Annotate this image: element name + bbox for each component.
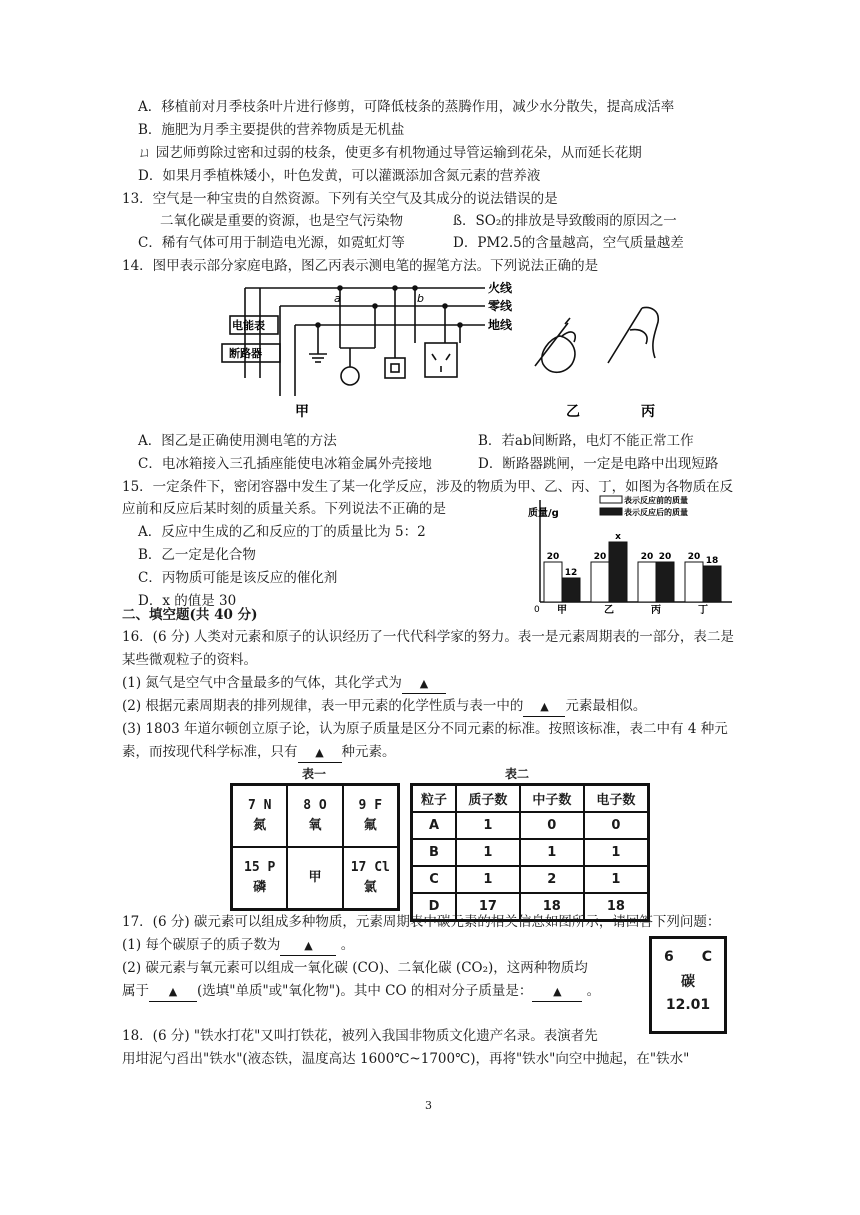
ground-wire-label: 地线 [488,318,513,332]
q16-blank-3[interactable]: ▲ [298,743,342,763]
q15-option-d: D．x 的值是 30 [138,593,237,609]
legend-before: 表示反应前的质量 [624,496,688,505]
x-tick-label-2: 丙 [651,605,661,616]
element-symbol: C [701,949,712,965]
q15-stem-2: 应前和反应后某时刻的质量关系。下列说法不正确的是 [122,501,446,517]
q17-blank-3[interactable]: ▲ [532,982,582,1002]
q17-blank-1[interactable]: ▲ [280,936,336,956]
breaker-label: 断路器 [229,347,262,360]
atomic-mass: 12.01 [665,997,711,1013]
q14-option-b: B．若ab间断路，电灯不能正常工作 [478,433,694,449]
q14-option-c: C．电冰箱接入三孔插座能使电冰箱金属外壳接地 [138,456,432,472]
x-tick-label-3: 丁 [698,605,708,616]
bar-before-0 [544,562,562,602]
q17-part-1: (1) 每个碳原子的质子数为 ▲ 。 [122,936,354,956]
table-row: A 1 0 0 [412,812,649,839]
bar-label-after-1: x [615,532,621,542]
q14-option-d: D．断路器跳闸，一定是电路中出现短路 [478,456,719,472]
element-cell-o: 8 O 氧 [287,785,342,848]
q12-option-d: D．如果月季植株矮小，叶色发黄，可以灌溉添加含氮元素的营养液 [138,168,541,184]
q12-option-a: A．移植前对月季枝条叶片进行修剪，可降低枝条的蒸腾作用，减少水分散失，提高成活率 [138,99,675,115]
q13-stem: 13．空气是一种宝贵的自然资源。下列有关空气及其成分的说法错误的是 [122,191,558,207]
element-cell-f: 9 F 氟 [343,785,399,848]
q15-option-c: C．丙物质可能是该反应的催化剂 [138,570,338,586]
bar-label-before-0: 20 [546,552,560,562]
q13-option-b: ß．SO₂的排放是导致酸雨的原因之一 [453,213,677,229]
q16-part-3-line-1: (3) 1803 年道尔顿创立原子论，认为原子质量是区分不同元素的标准。按照该标准，表二中有 4 种元 [122,721,728,737]
q17-stem: 17．(6 分) 碳元素可以组成多种物质，元素周期表中碳元素的相关信息如图所示，请回答下列问题： [122,914,721,930]
bar-label-after-0: 12 [564,568,578,578]
test-pen-hand-yi-icon [535,323,575,372]
q17-blank-2[interactable]: ▲ [149,982,197,1002]
q16-part-3-line-2: 素，而按现代科学标准，只有 ▲ 种元素。 [122,743,396,763]
legend-swatch-after [600,508,622,515]
q13-option-a: 二氧化碳是重要的资源，也是空气污染物 [160,213,403,229]
bar-label-before-3: 20 [687,552,701,562]
bar-after-3 [703,566,721,602]
legend-after: 表示反应后的质量 [624,508,688,517]
q17-part-2-line-2: 属于 ▲ (选填"单质"或"氧化物")。其中 CO 的相对分子质量是： ▲ 。 [122,982,600,1002]
q16-stem-1: 16．(6 分) 人类对元素和原子的认识经历了一代代科学家的努力。表一是元素周期表的一部分，表二是 [122,629,734,645]
periodic-table-excerpt [230,783,400,911]
bar-label-after-3: 18 [705,556,719,566]
circuit-diagram [210,278,680,428]
bar-label-before-2: 20 [640,552,654,562]
element-cell-jia: 甲 [287,847,342,910]
section-heading: 二、填空题(共 40 分) [122,607,258,623]
origin-label: 0 [534,605,540,615]
y-axis-label: 质量/g [528,508,559,519]
q16-part-1: (1) 氮气是空气中含量最多的气体，其化学式为 ▲ [122,674,446,694]
element-name: 碳 [681,974,695,990]
q15-option-a: A．反应中生成的乙和反应的丁的质量比为 5：2 [138,524,426,540]
switch-box [385,358,405,378]
bar-after-1 [609,542,627,602]
q16-part-2: (2) 根据元素周期表的排列规律，表一甲元素的化学性质与表一中的 ▲ 元素最相似。 [122,697,646,717]
q14-option-a: A．图乙是正确使用测电笔的方法 [138,433,337,449]
table2-title: 表二 [505,767,530,781]
q18-line-1: 18．(6 分) "铁水打花"又叫打铁花，被列入我国非物质文化遗产名录。表演者先 [122,1028,598,1044]
lamp-icon [341,367,359,385]
q16-blank-1[interactable]: ▲ [402,674,446,694]
bar-before-1 [591,562,609,602]
particle-table [410,783,650,922]
x-tick-label-0: 甲 [557,605,567,616]
atomic-number: 6 [664,949,674,965]
figure-bing-label: 丙 [641,404,655,420]
table1-title: 表一 [302,767,327,781]
bar-after-2 [656,562,674,602]
table-header-row: 粒子 质子数 中子数 电子数 [412,785,649,813]
point-a-label: a [334,292,341,305]
bar-before-3 [685,562,703,602]
bar-before-2 [638,562,656,602]
q13-option-c: C．稀有气体可用于制造电光源，如霓虹灯等 [138,235,405,251]
test-pen-hand-bing-icon [608,308,658,363]
neutral-wire-label: 零线 [488,299,513,313]
q14-stem: 14．图甲表示部分家庭电路，图乙丙表示测电笔的握笔方法。下列说法正确的是 [122,258,599,274]
q15-option-b: B．乙一定是化合物 [138,547,256,563]
bar-label-after-2: 20 [658,552,672,562]
figure-jia-label: 甲 [295,404,309,420]
element-cell-n: 7 N 氮 [232,785,288,848]
fire-wire-label: 火线 [488,281,513,295]
table-row: B 1 1 1 [412,839,649,866]
mass-bar-chart [520,494,735,618]
q13-option-d: D．PM2.5的含量越高，空气质量越差 [453,235,684,251]
bar-after-0 [562,578,580,602]
point-b-label: b [417,292,424,305]
q15-stem-1: 15．一定条件下，密闭容器中发生了某一化学反应，涉及的物质为甲、乙、丙、丁，如图为各物质在反 [122,479,734,495]
table-row: C 1 2 1 [412,866,649,893]
carbon-element-card [649,936,727,1034]
table-row: D 17 18 18 [412,893,649,921]
q18-line-2: 用坩泥勺舀出"铁水"(液态铁，温度高达 1600℃~1700℃)，再将"铁水"向空中抛起，在"铁水" [122,1051,690,1067]
q16-stem-2: 某些微观粒子的资料。 [122,652,257,668]
legend-swatch-before [600,496,622,503]
meter-label: 电能表 [232,319,265,332]
x-tick-label-1: 乙 [604,605,614,616]
element-cell-cl: 17 Cl 氯 [343,847,399,910]
q12-option-c: ㄩ 园艺师剪除过密和过弱的枝条，使更多有机物通过导管运输到花朵，从而延长花期 [138,145,642,161]
q12-option-b: B．施肥为月季主要提供的营养物质是无机盐 [138,122,405,138]
q17-part-2-line-1: (2) 碳元素与氧元素可以组成一氧化碳 (CO)、二氧化碳 (CO₂)，这两种物质均 [122,960,588,976]
bar-label-before-1: 20 [593,552,607,562]
page-number: 3 [425,1099,432,1112]
figure-yi-label: 乙 [566,404,580,420]
q16-blank-2[interactable]: ▲ [523,697,565,717]
element-cell-p: 15 P 磷 [232,847,288,910]
